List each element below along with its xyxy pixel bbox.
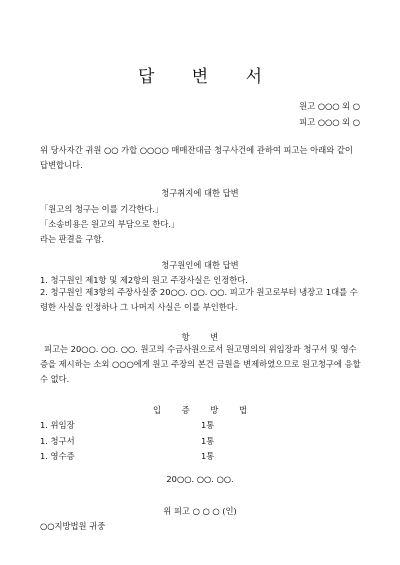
intro-paragraph: 위 당사자간 귀원 ○○ 가합 ○○○○ 매매잔대금 청구사건에 관하여 피고는 아래와 같이 답변합니다.: [40, 145, 353, 170]
evidence-heading: 입 증 방 법: [153, 405, 256, 415]
evidence-item-qty: 1통: [201, 420, 215, 430]
evidence-item-name: 1. 위임장: [40, 420, 75, 430]
evidence-item-qty: 1통: [201, 451, 215, 461]
document-date: 20○○. ○○. ○○.: [166, 474, 234, 484]
defense-heading: 항 변: [181, 332, 228, 342]
evidence-item-name: 1. 청구서: [40, 436, 75, 446]
defendant-line: 피고 ○○○ 외 ○: [299, 117, 360, 127]
plaintiff-line: 원고 ○○○ 외 ○: [299, 101, 360, 111]
claim-cause-heading: 청구원인에 대한 답변: [161, 260, 239, 270]
claim-cause-item-2: 2. 청구원인 제3항의 주장사실중 20○○. ○○. ○○. 피고가 원고로부터 냉장고 1대를 수령한 사실을 인정하나 그 나머지 사실은 이를 부인한다.: [40, 287, 358, 312]
court-addressee: ○○지방법원 귀중: [40, 521, 106, 531]
claim-purpose-line-2: 「소송비용은 원고의 부담으로 한다.」: [40, 219, 180, 229]
signature-line: 위 피고 ○ ○ ○ (인): [163, 506, 237, 516]
evidence-item-qty: 1통: [201, 436, 215, 446]
defense-paragraph: 피고는 20○○. ○○. ○○. 원고의 수금사원으로서 원고명의의 위임장과 청구서 및 영수증을 제시하는 소외 ○○○에게 원고 주장의 본건 금원을 변제하였으므로 원고청구에 응할 수 없다.: [40, 344, 361, 384]
claim-purpose-line-1: 「원고의 청구는 이를 기각한다.」: [40, 204, 164, 214]
document-title: 답 변 서: [137, 67, 279, 87]
claim-purpose-heading: 청구취지에 대한 답변: [161, 188, 239, 198]
claim-cause-item-1: 1. 청구원인 제1항 및 제2항의 원고 주장사실은 인정한다.: [40, 275, 248, 285]
evidence-item-name: 1. 영수증: [40, 451, 75, 461]
claim-purpose-line-3: 라는 판결을 구함.: [40, 234, 105, 244]
